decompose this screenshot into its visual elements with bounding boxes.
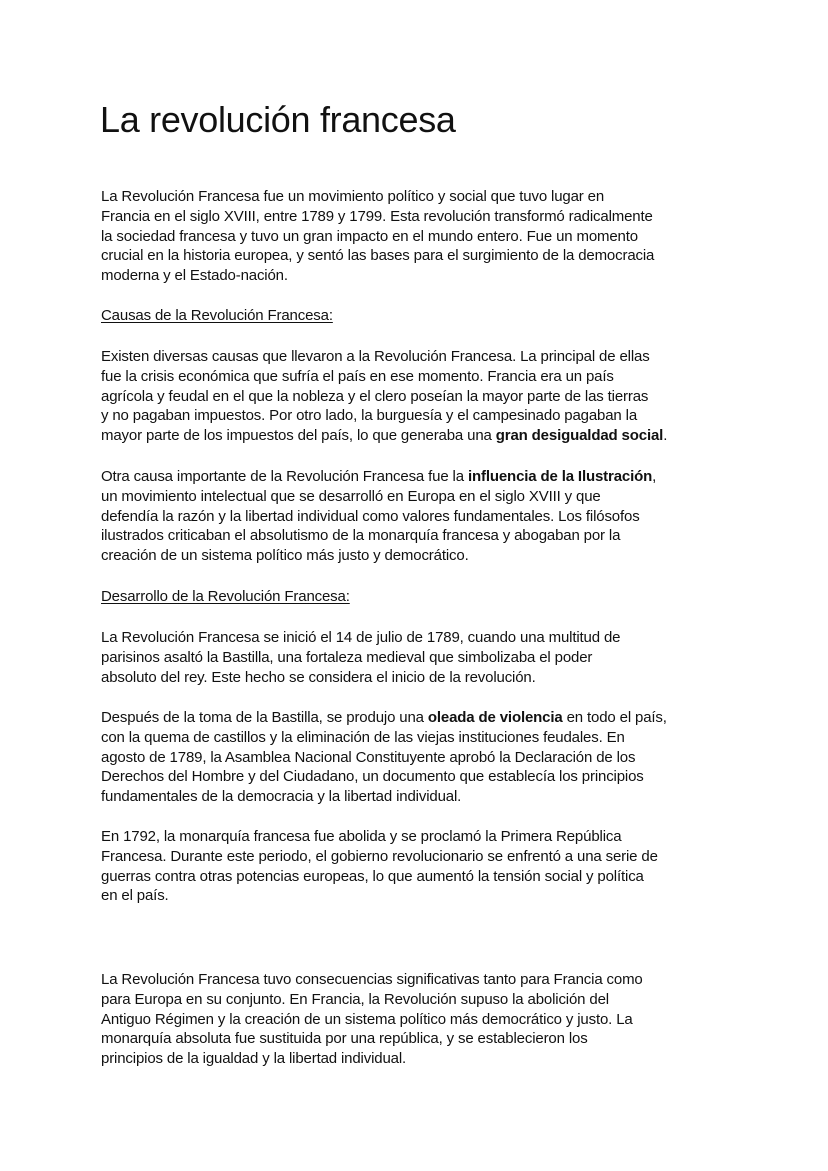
text-run: La Revolución Francesa fue un movimiento político y social que tuvo lugar en bbox=[101, 188, 605, 205]
text-line bbox=[101, 628, 620, 648]
text-line bbox=[101, 1049, 643, 1069]
text-line bbox=[101, 1029, 643, 1049]
text-run: agrícola y feudal en el que la nobleza y el clero poseían la mayor parte de las tierras bbox=[101, 387, 649, 405]
text-line bbox=[101, 708, 667, 728]
text-line bbox=[101, 886, 658, 906]
text-line bbox=[101, 387, 667, 407]
causes-paragraph-enlightenment bbox=[101, 467, 656, 566]
text-run: Otra causa importante de la Revolución Francesa fue la bbox=[101, 468, 468, 485]
text-run: ilustrados criticaban el absolutismo de la monarquía francesa y abogaban por la bbox=[101, 527, 621, 545]
text-run: Existen diversas causas que llevaron a la Revolución Francesa. La principal de ellas bbox=[101, 348, 650, 365]
text-run: defendía la razón y la libertad individual como valores fundamentales. Los filósofos bbox=[101, 507, 640, 525]
text-line bbox=[101, 1010, 643, 1030]
text-line bbox=[101, 207, 654, 227]
development-paragraph-violence bbox=[101, 708, 667, 807]
section-heading-desarrollo bbox=[101, 587, 350, 607]
text-run: creación de un sistema político más justo y democrático. bbox=[101, 547, 469, 565]
text-run: parisinos asaltó la Bastilla, una fortaleza medieval que simbolizaba el poder bbox=[101, 648, 593, 666]
text-line bbox=[101, 970, 643, 990]
text-run: monarquía absoluta fue sustituida por una república, y se establecieron los bbox=[101, 1030, 588, 1048]
text-line bbox=[101, 347, 667, 367]
section-heading-causas bbox=[101, 306, 333, 326]
text-line bbox=[101, 526, 656, 546]
text-run: Francesa. Durante este periodo, el gobierno revolucionario se enfrentó a una serie de bbox=[101, 847, 658, 865]
text-run: en todo el país, bbox=[562, 709, 667, 726]
text-line bbox=[101, 487, 656, 507]
text-line bbox=[101, 246, 654, 266]
bold-text: gran desigualdad social bbox=[495, 427, 664, 445]
text-line bbox=[101, 587, 350, 607]
text-line bbox=[101, 266, 654, 286]
intro-paragraph bbox=[101, 187, 654, 286]
text-run: fundamentales de la democracia y la libertad individual. bbox=[101, 788, 462, 806]
text-run: Después de la toma de la Bastilla, se produjo una bbox=[101, 709, 428, 726]
text-run: y no pagaban impuestos. Por otro lado, la burguesía y el campesinado pagaban la bbox=[101, 407, 638, 425]
text-line bbox=[101, 467, 656, 487]
text-run: La Revolución Francesa tuvo consecuencias significativas tanto para Francia como bbox=[101, 971, 643, 988]
text-run: La Revolución Francesa se inició el 14 de julio de 1789, cuando una multitud de bbox=[101, 629, 621, 646]
text-line bbox=[101, 728, 667, 748]
bold-text: influencia de la Ilustración bbox=[467, 468, 653, 485]
bold-text: oleada de violencia bbox=[427, 709, 563, 726]
text-run: un movimiento intelectual que se desarrolló en Europa en el siglo XVIII y que bbox=[101, 487, 601, 505]
text-run: Antiguo Régimen y la creación de un sistema político más democrático y justo. La bbox=[101, 1010, 633, 1028]
development-paragraph-republic bbox=[101, 827, 658, 906]
text-run: Derechos del Hombre y del Ciudadano, un documento que establecía los principios bbox=[101, 768, 644, 786]
text-line bbox=[101, 507, 656, 527]
text-line bbox=[101, 426, 667, 446]
text-run: En 1792, la monarquía francesa fue abolida y se proclamó la Primera República bbox=[101, 828, 622, 845]
text-line bbox=[101, 748, 667, 768]
text-run: . bbox=[663, 427, 668, 445]
text-run: moderna y el Estado-nación. bbox=[101, 267, 288, 285]
text-line bbox=[101, 546, 656, 566]
text-line bbox=[101, 990, 643, 1010]
text-line bbox=[101, 867, 658, 887]
text-line bbox=[101, 827, 658, 847]
text-run: Causas de la Revolución Francesa: bbox=[101, 307, 333, 324]
text-line bbox=[101, 306, 333, 326]
text-run: agosto de 1789, la Asamblea Nacional Constituyente aprobó la Declaración de los bbox=[101, 748, 636, 766]
development-paragraph-bastille bbox=[101, 628, 620, 687]
text-run: crucial en la historia europea, y sentó las bases para el surgimiento de la democracia bbox=[101, 247, 655, 265]
text-run: en el país. bbox=[101, 887, 169, 905]
text-run: la sociedad francesa y tuvo un gran impacto en el mundo entero. Fue un momento bbox=[101, 227, 638, 245]
text-line bbox=[101, 648, 620, 668]
text-run: mayor parte de los impuestos del país, lo que generaba una bbox=[101, 427, 496, 445]
text-line bbox=[101, 668, 620, 688]
text-line bbox=[101, 227, 654, 247]
text-run: para Europa en su conjunto. En Francia, la Revolución supuso la abolición del bbox=[101, 990, 609, 1008]
text-run: absoluto del rey. Este hecho se considera el inicio de la revolución. bbox=[101, 668, 536, 686]
text-line bbox=[101, 847, 658, 867]
text-run: Francia en el siglo XVIII, entre 1789 y 1799. Esta revolución transformó radicalmente bbox=[101, 207, 653, 225]
text-run: con la quema de castillos y la eliminación de las viejas instituciones feudales. En bbox=[101, 728, 625, 746]
text-line bbox=[101, 187, 654, 207]
text-run: principios de la igualdad y la libertad individual. bbox=[101, 1050, 407, 1068]
text-line bbox=[101, 767, 667, 787]
text-run: , bbox=[652, 468, 657, 485]
text-run: guerras contra otras potencias europeas, lo que aumentó la tensión social y política bbox=[101, 867, 644, 885]
text-line bbox=[101, 367, 667, 387]
causes-paragraph-economic bbox=[101, 347, 667, 446]
document-title: La revolución francesa bbox=[100, 99, 456, 140]
consequences-paragraph bbox=[101, 970, 643, 1069]
text-run: Desarrollo de la Revolución Francesa: bbox=[101, 588, 350, 605]
text-line bbox=[101, 787, 667, 807]
text-line bbox=[101, 406, 667, 426]
text-run: fue la crisis económica que sufría el país en ese momento. Francia era un país bbox=[101, 367, 614, 385]
